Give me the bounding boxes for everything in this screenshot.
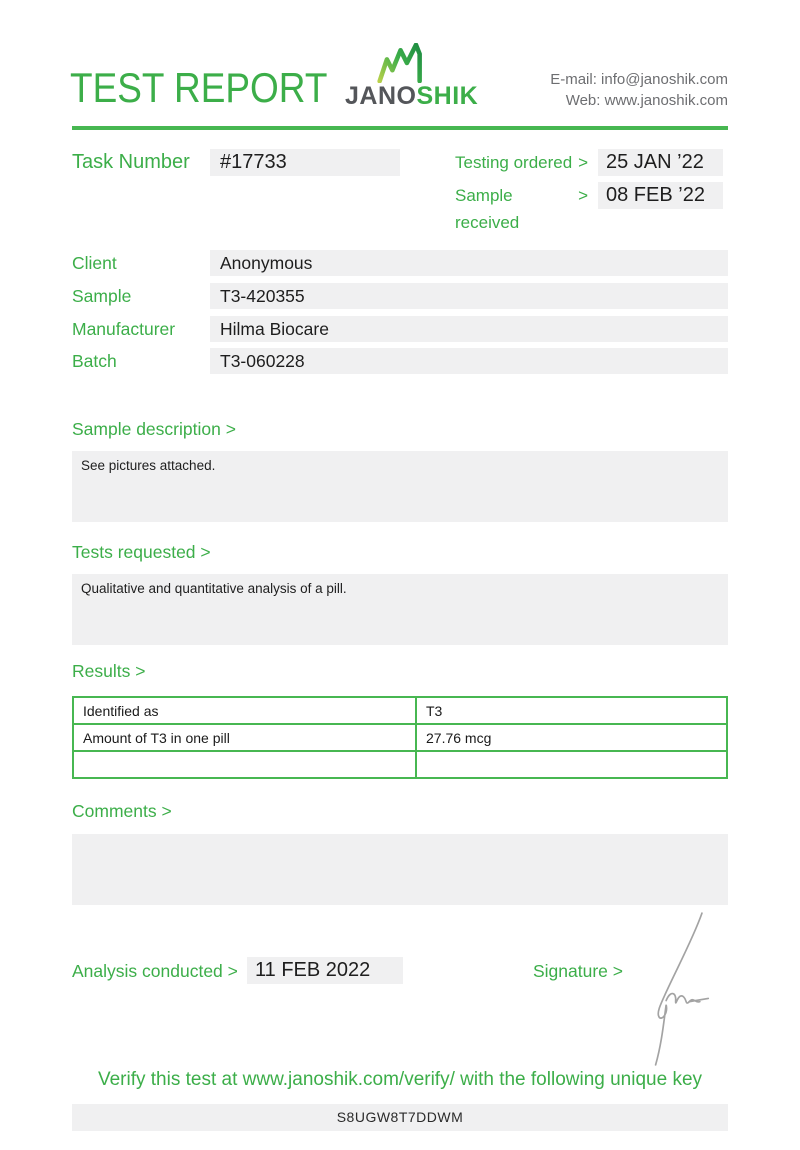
sample-value: T3-420355 (210, 283, 728, 309)
trend-chart-icon (374, 43, 438, 83)
client-value: Anonymous (210, 250, 728, 276)
logo-text-primary: JANO (345, 82, 417, 110)
table-row (73, 697, 727, 724)
logo-wordmark (345, 82, 478, 110)
table-row (73, 724, 727, 751)
logo-text-accent: SHIK (416, 82, 479, 110)
testing-ordered-value: 25 JAN ’22 (598, 149, 723, 176)
sample-received-row (455, 182, 723, 232)
manufacturer-label: Manufacturer (72, 319, 176, 339)
batch-label: Batch (72, 351, 117, 371)
sample-description-text: See pictures attached. (81, 458, 216, 473)
page-title: TEST REPORT (70, 64, 328, 111)
task-number-label: Task Number (72, 151, 190, 173)
comments-text (72, 834, 728, 846)
comments-box (72, 834, 728, 905)
batch-value: T3-060228 (210, 348, 728, 374)
sample-description-heading: Sample description > (72, 419, 236, 439)
signature-image (638, 910, 728, 1068)
greater-than-icon: > (578, 153, 588, 172)
contact-block (550, 69, 728, 111)
tests-requested-text: Qualitative and quantitative analysis of a pill. (81, 581, 347, 596)
tests-requested-box (72, 574, 728, 645)
web-label: Web: (565, 92, 601, 109)
result-name-cell: Identified as (73, 697, 416, 724)
comments-heading: Comments > (72, 801, 172, 821)
unique-key-value: S8UGW8T7DDWM (336, 1109, 464, 1125)
result-value-cell: 27.76 mcg (416, 724, 727, 751)
table-row (73, 751, 727, 778)
sample-received-label: Sample received > (455, 182, 588, 209)
result-value-cell: T3 (416, 697, 727, 724)
sample-received-value: 08 FEB ’22 (598, 182, 723, 209)
web-value: www.janoshik.com (604, 92, 728, 109)
task-number-value: #17733 (210, 149, 400, 176)
sample-label: Sample (72, 286, 132, 306)
result-name-cell: Amount of T3 in one pill (73, 724, 416, 751)
signature-label: Signature > (533, 961, 623, 981)
email-line (550, 69, 728, 90)
email-value: info@janoshik.com (601, 71, 728, 88)
tests-requested-heading: Tests requested > (72, 542, 211, 562)
sample-description-box (72, 451, 728, 522)
client-label: Client (72, 253, 117, 273)
analysis-conducted-value: 11 FEB 2022 (247, 957, 403, 984)
web-line (550, 90, 728, 111)
email-label: E-mail: (550, 71, 597, 88)
unique-key-box (72, 1104, 728, 1131)
manufacturer-value: Hilma Biocare (210, 316, 728, 342)
analysis-conducted-label: Analysis conducted > (72, 961, 238, 981)
results-heading: Results > (72, 661, 146, 681)
result-name-cell (73, 751, 416, 778)
greater-than-icon: > (578, 186, 588, 205)
header-divider (72, 126, 728, 130)
results-table (72, 696, 728, 779)
testing-ordered-label: Testing ordered > (455, 149, 588, 176)
result-value-cell (416, 751, 727, 778)
testing-ordered-row (455, 149, 723, 176)
verify-text: Verify this test at www.janoshik.com/verify/ with the following unique key (97, 1069, 703, 1090)
